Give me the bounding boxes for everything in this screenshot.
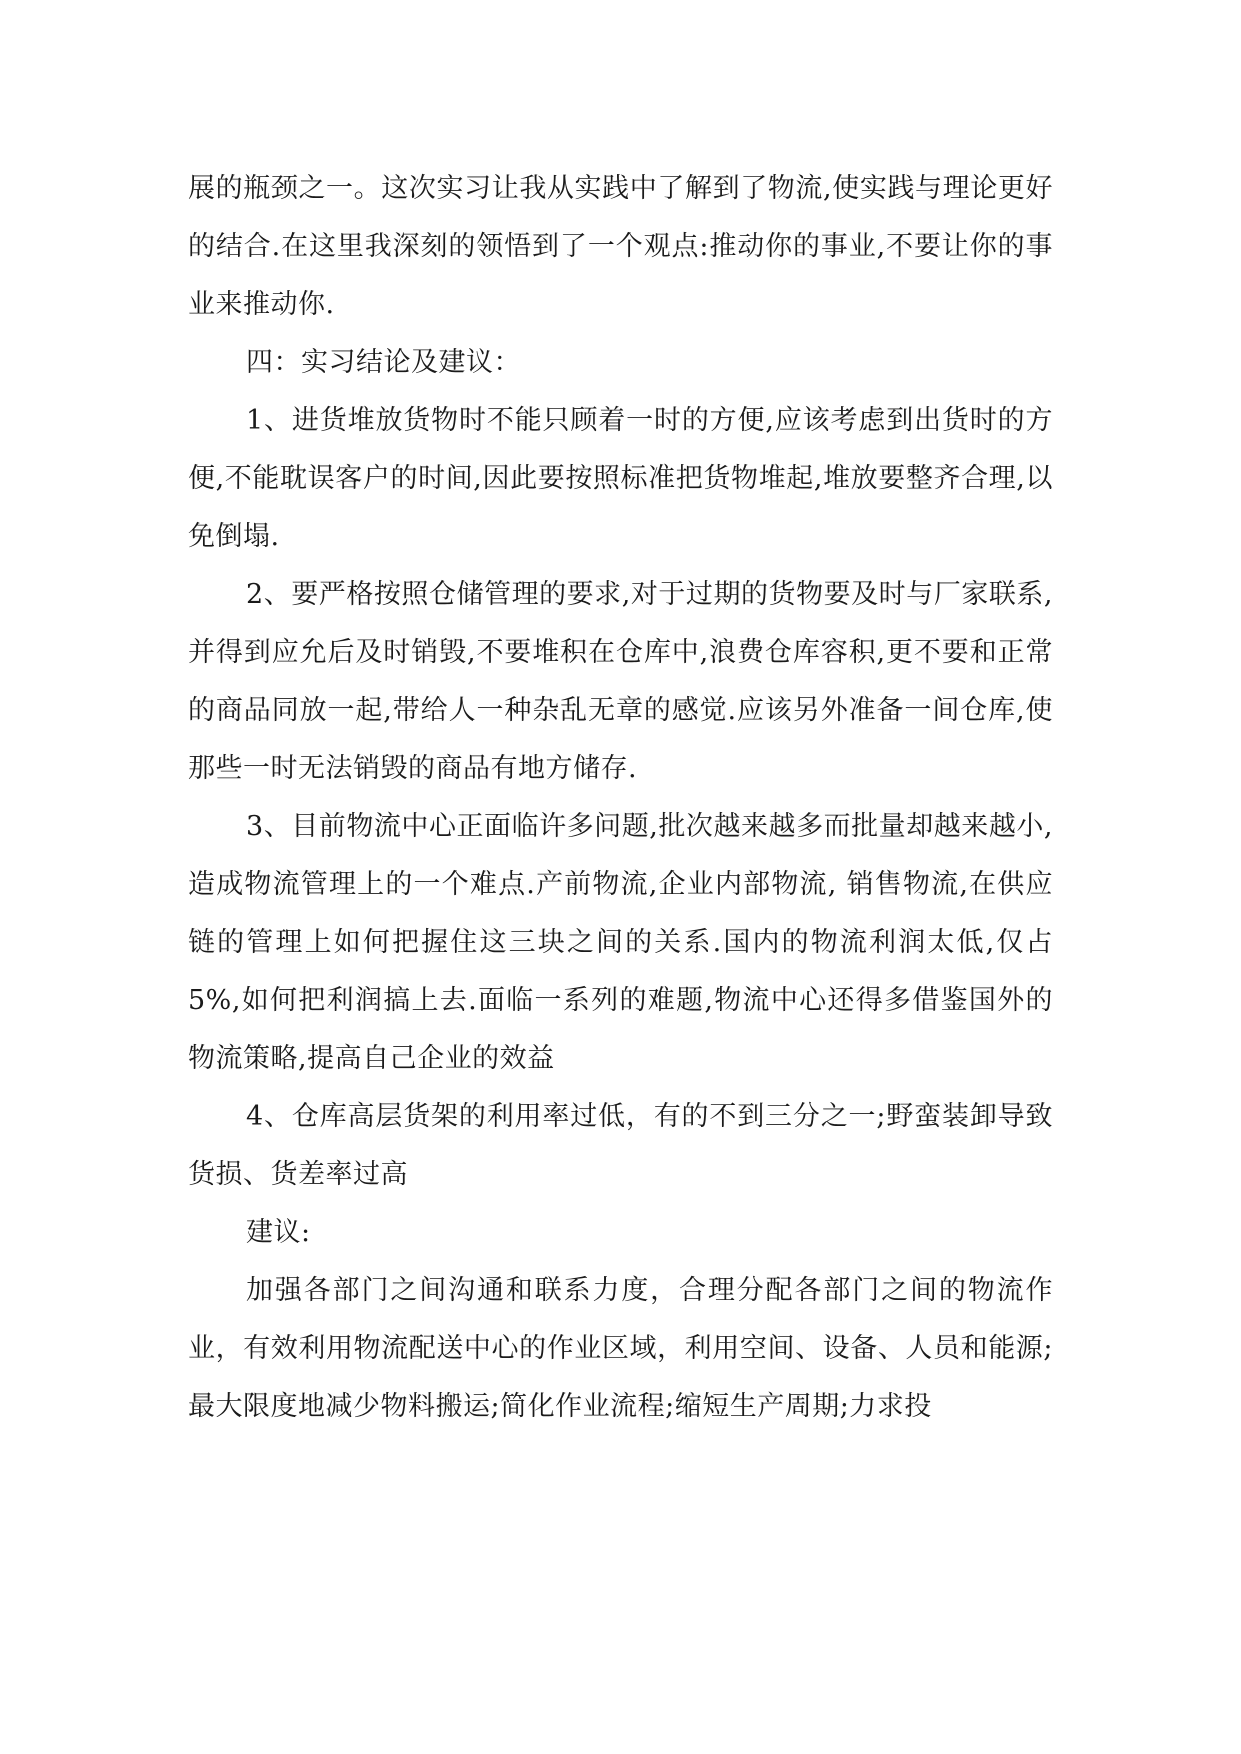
paragraph-continuation: 展的瓶颈之一。这次实习让我从实践中了解到了物流,使实践与理论更好的结合.在这里我深刻的领悟到了一个观点:推动你的事业,不要让你的事业来推动你. [188,173,1053,320]
suggestions-heading: 建议: [246,1217,311,1248]
paragraph-item-1: 1、进货堆放货物时不能只顾着一时的方便,应该考虑到出货时的方便,不能耽误客户的时间,因此要按照标准把货物堆起,堆放要整齐合理,以免倒塌. [188,405,1053,552]
paragraph-item-4: 4、仓库高层货架的利用率过低，有的不到三分之一;野蛮装卸导致货损、货差率过高 [188,1101,1053,1190]
paragraph-item-3: 3、目前物流中心正面临许多问题,批次越来越多而批量却越来越小,造成物流管理上的一个难点.产前物流,企业内部物流, 销售物流,在供应链的管理上如何把握住这三块之间的关系.国内的物流利润太低,仅占5%,如何把利润搞上去.面临一系列的难题,物流中心还得多借鉴国外的物流策略,提高自己企业的效益 [188,811,1053,1074]
paragraph-item-2: 2、要严格按照仓储管理的要求,对于过期的货物要及时与厂家联系,并得到应允后及时销毁,不要堆积在仓库中,浪费仓库容积,更不要和正常的商品同放一起,带给人一种杂乱无章的感觉.应该另外准备一间仓库,使那些一时无法销毁的商品有地方储存. [188,579,1053,784]
document-body [188,160,1053,1436]
section-heading-conclusions: 四：实习结论及建议： [246,347,521,378]
paragraph-suggestions: 加强各部门之间沟通和联系力度，合理分配各部门之间的物流作业，有效利用物流配送中心的作业区域，利用空间、设备、人员和能源;最大限度地减少物料搬运;简化作业流程;缩短生产周期;力求投 [188,1275,1053,1422]
